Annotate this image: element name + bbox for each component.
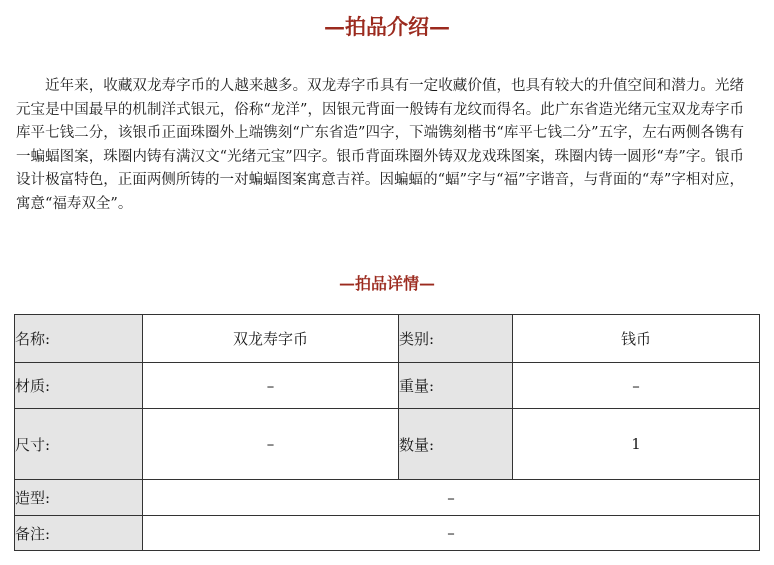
material-label: 材质: [15,363,143,409]
table-row [15,363,760,409]
name-value: 双龙寿字币 [143,315,399,363]
quantity-value: 1 [513,409,760,480]
details-section-title: —拍品详情— [338,274,435,293]
weight-value: – [513,363,760,409]
remarks-value: – [143,516,760,551]
name-label: 名称: [15,315,143,363]
shape-label: 造型: [15,480,143,516]
intro-paragraph: 近年来，收藏双龙寿字币的人越来越多。双龙寿字币具有一定收藏价值，也具有较大的升值空间和潜力。光绪元宝是中国最早的机制洋式银元，俗称“龙洋”，因银元背面一般铸有龙纹而得名。此广东省造光绪元宝双龙寿字币库平七钱二分，该银币正面珠圈外上端镌刻“广东省造”四字，下端镌刻楷书“库平七钱二分”五字，左右两侧各镌有一蝙蝠图案，珠圈内铸有满汉文“光绪元宝”四字。银币背面珠圈外铸双龙戏珠图案，珠圈内铸一圆形“寿”字。银币设计极富特色，正面两侧所铸的一对蝙蝠图案寓意吉祥。因蝙蝠的“蝠”字与“福”字谐音，与背面的“寿”字相对应，寓意“福寿双全”。 [16,78,744,212]
table-row [15,409,760,480]
size-label: 尺寸: [15,409,143,480]
table-row [15,480,760,516]
remarks-label: 备注: [15,516,143,551]
table-row [15,516,760,551]
quantity-label: 数量: [399,409,513,480]
category-label: 类别: [399,315,513,363]
shape-value: – [143,480,760,516]
table-row [15,315,760,363]
material-value: – [143,363,399,409]
size-value: – [143,409,399,480]
details-table [14,314,760,551]
weight-label: 重量: [399,363,513,409]
intro-section-title: —拍品介绍— [324,14,450,39]
category-value: 钱币 [513,315,760,363]
